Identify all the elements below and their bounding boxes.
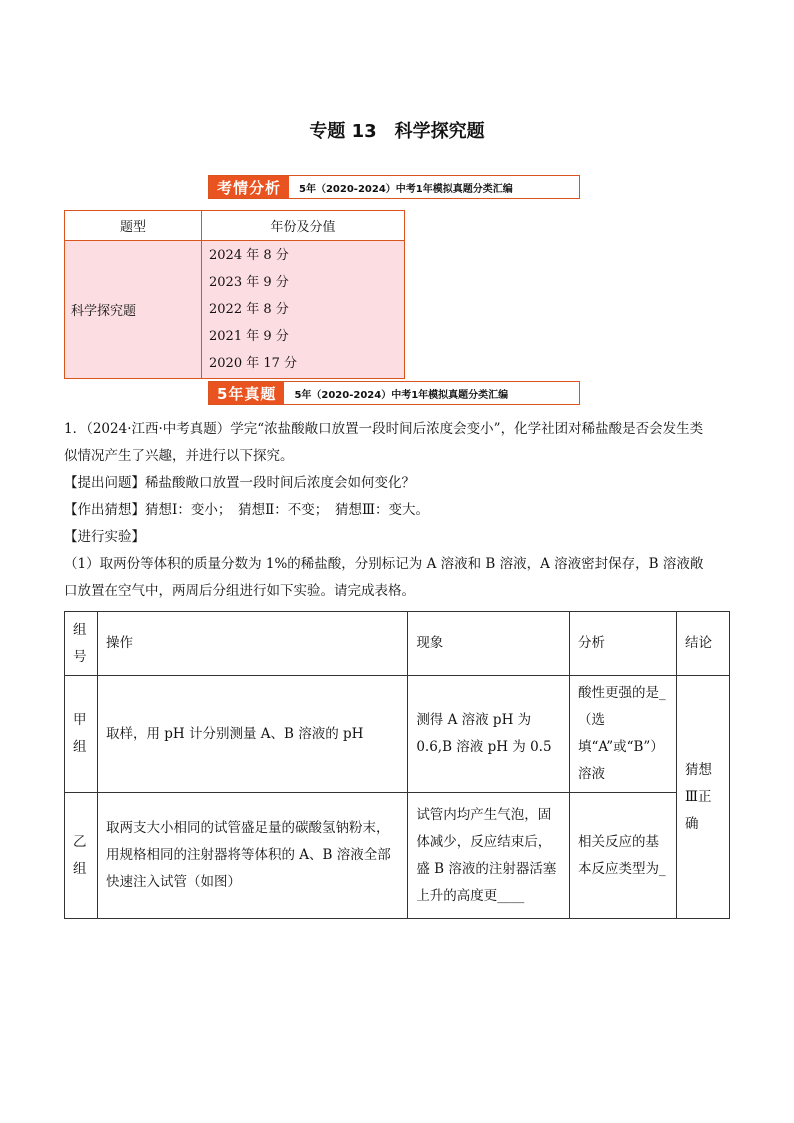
year-item: 2020 年 17 分 — [209, 356, 298, 371]
question-intro-cont: 似情况产生了兴趣，并进行以下探究。 — [64, 448, 294, 464]
year-item: 2023 年 9 分 — [209, 275, 289, 290]
question-type: 科学探究题 — [65, 241, 202, 379]
question-intro: 1．（2024·江西·中考真题）学完“浓盐酸敞口放置一段时间后浓度会变小”，化学社团对稀盐酸是否会发生类 — [64, 421, 704, 437]
question-guess: 【作出猜想】猜想Ⅰ：变小； 猜想Ⅱ：不变； 猜想Ⅲ：变大。 — [64, 502, 430, 518]
operation-cell: 取样，用 pH 计分别测量 A、B 溶液的 pH — [97, 676, 407, 793]
page-title: 专题 13 科学探究题 — [309, 121, 485, 142]
group-label: 甲组 — [65, 676, 98, 793]
header-type: 题型 — [65, 211, 202, 241]
banner-badge: 5年真题 — [209, 382, 284, 404]
experiment-table — [64, 611, 730, 919]
col-analysis: 分析 — [570, 612, 677, 676]
col-operation: 操作 — [97, 612, 407, 676]
year-list — [202, 241, 405, 379]
operation-cell: 取两支大小相同的试管盛足量的碳酸氢钠粉末，用规格相同的注射器将等体积的 A、B 溶液全部快速注入试管（如图） — [97, 793, 407, 919]
year-item: 2022 年 8 分 — [209, 302, 289, 317]
group-label: 乙组 — [65, 793, 98, 919]
analysis-cell: 相关反应的基本反应类型为_ — [570, 793, 677, 919]
analysis-cell: 酸性更强的是_（选填“A”或“B”）溶液 — [570, 676, 677, 793]
conclusion-cell: 猜想Ⅲ正确 — [677, 676, 730, 919]
question-ask: 【提出问题】稀盐酸敞口放置一段时间后浓度会如何变化？ — [64, 475, 415, 491]
step1-text: （1）取两份等体积的质量分数为 1%的稀盐酸，分别标记为 A 溶液和 B 溶液，A 溶液密封保存，B 溶液敞 — [64, 556, 704, 572]
question-text — [64, 416, 732, 605]
banner-badge: 考情分析 — [209, 176, 289, 198]
year-item: 2024 年 8 分 — [209, 248, 289, 263]
col-group: 组号 — [65, 612, 98, 676]
experiment-heading: 【进行实验】 — [64, 529, 145, 545]
score-table — [64, 210, 405, 379]
col-phenomenon: 现象 — [408, 612, 570, 676]
col-conclusion: 结论 — [677, 612, 730, 676]
banner-subtitle: 5年（2020-2024）中考1年模拟真题分类汇编 — [294, 389, 509, 401]
exam-banner — [208, 381, 580, 405]
phenomenon-cell: 试管内均产生气泡，固体减少，反应结束后，盛 B 溶液的注射器活塞上升的高度更____ — [408, 793, 570, 919]
phenomenon-cell: 测得 A 溶液 pH 为 0.6,B 溶液 pH 为 0.5 — [408, 676, 570, 793]
year-item: 2021 年 9 分 — [209, 329, 289, 344]
step1-text-cont: 口放置在空气中，两周后分组进行如下实验。请完成表格。 — [64, 583, 415, 599]
banner-subtitle: 5年（2020-2024）中考1年模拟真题分类汇编 — [299, 183, 513, 195]
header-years: 年份及分值 — [202, 211, 405, 241]
analysis-banner — [208, 175, 580, 199]
